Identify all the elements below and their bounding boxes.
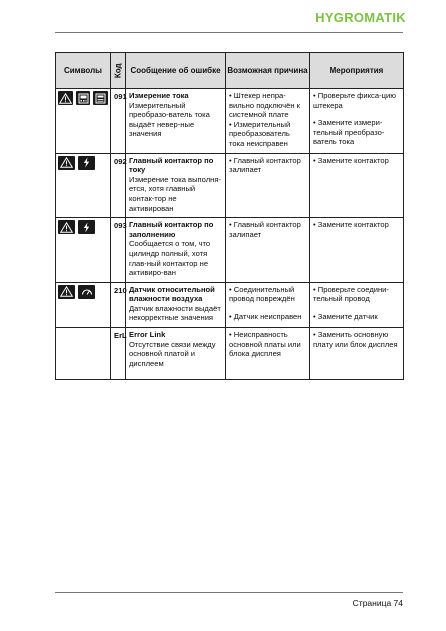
message-cell xyxy=(126,218,226,283)
header-message: Сообщение об ошибке xyxy=(126,53,226,89)
hygromatik-logo xyxy=(315,11,406,25)
message-title: Датчик относительной влажности воздуха xyxy=(129,284,215,304)
message-title: Главный контактор по заполнению xyxy=(129,220,214,239)
footer-rule xyxy=(55,592,403,593)
message-description: Измерительный преобразо-ватель тока выдаёт невер-ные значения xyxy=(129,100,210,139)
lightning-bolt-icon xyxy=(78,220,95,234)
header-code xyxy=(111,53,126,89)
cause-cell xyxy=(226,153,310,218)
actions-cell xyxy=(310,218,404,283)
table-row xyxy=(56,218,404,283)
symbols-cell xyxy=(56,89,111,154)
cause-item: • Датчик неисправен xyxy=(229,311,302,321)
cause-item: • Неисправность основной платы или блока дисплея xyxy=(229,330,301,359)
cause-item: • Соединительный провод повреждён xyxy=(229,284,295,304)
header-actions: Мероприятия xyxy=(310,53,404,89)
action-item: • Замените контактор xyxy=(313,155,389,165)
cause-item: • Главный контактор залипает xyxy=(229,220,301,239)
message-cell xyxy=(126,153,226,218)
message-description: Датчик влажности выдаёт некорректные значения xyxy=(129,303,221,323)
logo-part-matik: MATIK xyxy=(364,10,406,25)
lightning-bolt-icon xyxy=(78,156,95,170)
action-item: • Проверьте соедини-тельный провод xyxy=(313,284,389,304)
message-cell xyxy=(126,282,226,327)
code-cell: ErL xyxy=(111,328,126,380)
header-cause: Возможная причина xyxy=(226,53,310,89)
circuit-board-icon xyxy=(93,91,108,105)
action-item: • Замените датчик xyxy=(313,311,378,321)
action-item: • Заменить основную плату или блок дисплея xyxy=(313,330,398,349)
cause-cell xyxy=(226,89,310,154)
symbols-cell xyxy=(56,328,111,380)
action-item: • Замените измери-тельный преобразо-ватель тока xyxy=(313,118,385,147)
table-row xyxy=(56,282,404,327)
warning-triangle-icon xyxy=(58,156,75,170)
logo-part-hygro: HYGRO xyxy=(315,10,365,25)
symbols-cell xyxy=(56,153,111,218)
table-row xyxy=(56,328,404,380)
warning-triangle-icon xyxy=(58,220,75,234)
cause-cell xyxy=(226,328,310,380)
cause-cell xyxy=(226,282,310,327)
actions-cell xyxy=(310,153,404,218)
actions-cell xyxy=(310,89,404,154)
action-item: • Замените контактор xyxy=(313,220,389,230)
cause-item: • Главный контактор залипает xyxy=(229,155,301,175)
table-row xyxy=(56,153,404,218)
table-header-row xyxy=(56,53,404,89)
page-number: Страница 74 xyxy=(352,598,403,608)
message-title: Error Link xyxy=(129,330,166,340)
message-cell xyxy=(126,328,226,380)
header-rule xyxy=(55,32,403,33)
display-panel-icon xyxy=(76,91,91,105)
code-cell: 092 xyxy=(111,153,126,218)
header-symbols: Символы xyxy=(56,53,111,89)
code-cell: 091 xyxy=(111,89,126,154)
cause-item: • Измерительный преобразователь тока неисправен xyxy=(229,119,291,148)
actions-cell xyxy=(310,282,404,327)
warning-triangle-icon xyxy=(58,91,73,105)
actions-cell xyxy=(310,328,404,380)
code-cell: 210 xyxy=(111,282,126,327)
message-title: Главный контактор по току xyxy=(129,155,214,175)
error-table xyxy=(55,52,404,380)
header-code-label: Код xyxy=(113,63,123,78)
symbols-cell xyxy=(56,282,111,327)
message-title: Измерение тока xyxy=(129,91,189,100)
message-description: Отсутствие связи между основной платой и дисплеем xyxy=(129,339,216,368)
table-row xyxy=(56,89,404,154)
action-item: • Проверьте фикса-цию штекера xyxy=(313,91,396,110)
gauge-icon xyxy=(78,285,95,299)
warning-triangle-icon xyxy=(58,285,75,299)
code-cell: 093 xyxy=(111,218,126,283)
message-description: Сообщается о том, что цилиндр полный, хотя глав-ный контактор не активиро-ван xyxy=(129,239,211,278)
message-description: Измерение тока выполня-ется, хотя главный контак-тор не активирован xyxy=(129,174,221,213)
cause-cell xyxy=(226,218,310,283)
message-cell xyxy=(126,89,226,154)
symbols-cell xyxy=(56,218,111,283)
cause-item: • Штекер непра-вильно подключён к системной плате xyxy=(229,91,300,120)
